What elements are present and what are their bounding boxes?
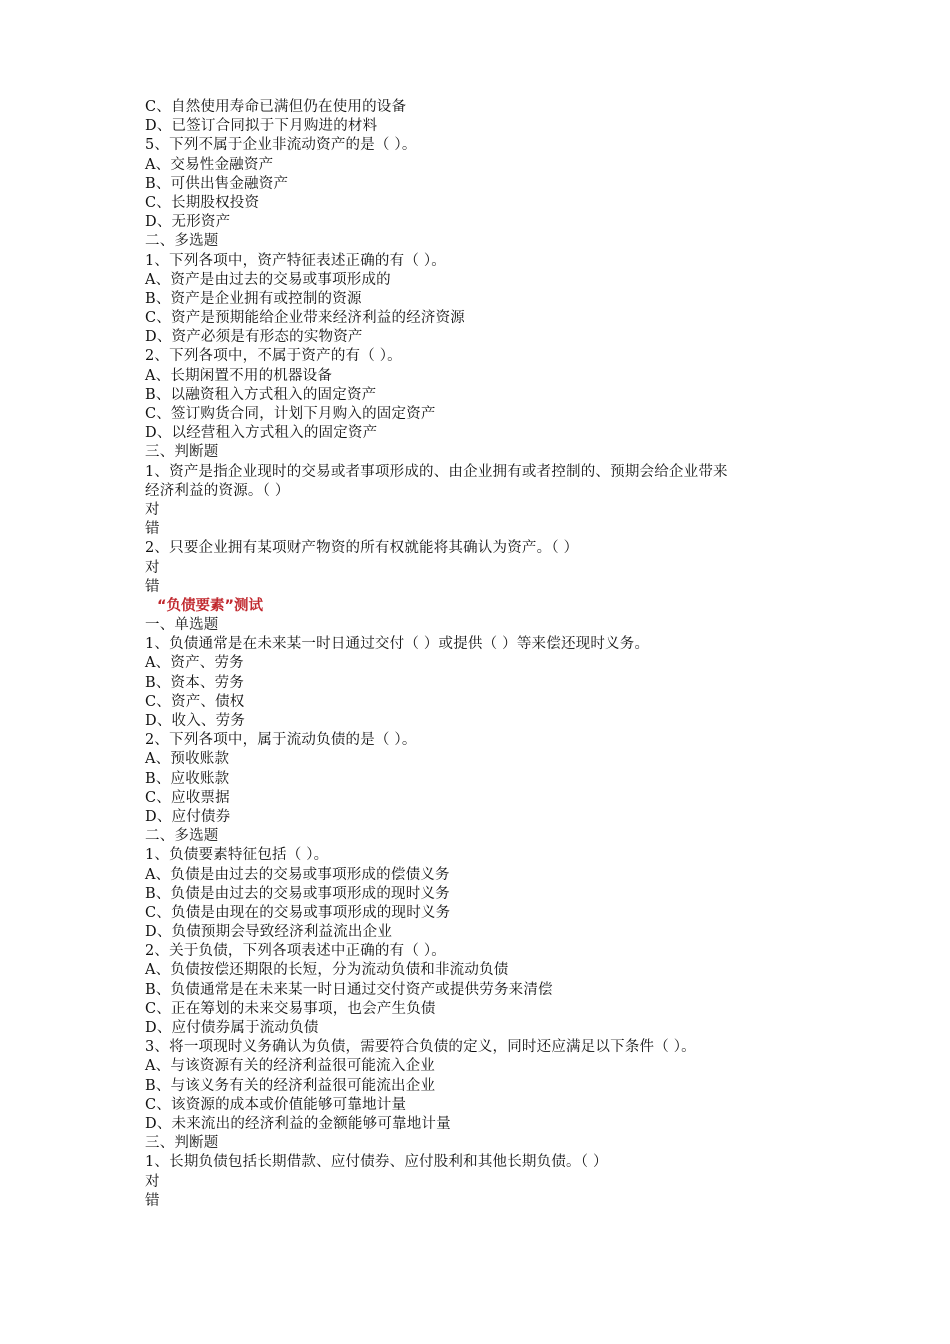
choice-option: A、预收账款 — [145, 751, 230, 768]
question-text: 5、下列不属于企业非流动资产的是（ ）。 — [145, 137, 417, 154]
choice-option: C、负债是由现在的交易或事项形成的现时义务 — [145, 904, 451, 921]
choice-option: A、长期闲置不用的机器设备 — [145, 367, 333, 384]
section-title: 二、多选题 — [145, 828, 219, 845]
choice-option: B、应收账款 — [145, 770, 230, 787]
question-text: 1、长期负债包括长期借款、应付债券、应付股利和其他长期负债。（ ） — [145, 1154, 608, 1171]
section-title: 三、判断题 — [145, 444, 219, 461]
choice-option: B、与该义务有关的经济利益很可能流出企业 — [145, 1077, 436, 1094]
choice-option: A、与该资源有关的经济利益很可能流入企业 — [145, 1058, 435, 1075]
question-text: 2、下列各项中，属于流动负债的是（ ）。 — [145, 732, 417, 749]
choice-option: D、未来流出的经济利益的金额能够可靠地计量 — [145, 1115, 451, 1132]
choice-option: C、长期股权投资 — [145, 194, 260, 211]
choice-option: C、该资源的成本或价值能够可靠地计量 — [145, 1096, 407, 1113]
answer-option-false: 错 — [145, 578, 160, 595]
choice-option: D、应付债券 — [145, 808, 231, 825]
choice-option: A、资产、劳务 — [145, 655, 244, 672]
choice-option: C、签订购货合同，计划下月购入的固定资产 — [145, 406, 436, 422]
question-text-continued: 经济利益的资源。（ ） — [145, 482, 290, 499]
choice-option: C、自然使用寿命已满但仍在使用的设备 — [145, 99, 407, 115]
choice-option: B、以融资租入方式租入的固定资产 — [145, 386, 377, 403]
question-text: 2、下列各项中，不属于资产的有（ ）。 — [145, 348, 402, 365]
question-text: 1、负债要素特征包括（ ）。 — [145, 847, 329, 864]
choice-option: D、以经营租入方式租入的固定资产 — [145, 425, 378, 442]
question-text: 1、资产是指企业现时的交易或者事项形成的、由企业拥有或者控制的、预期会给企业带来 — [145, 463, 728, 480]
section-title: 一、单选题 — [145, 617, 219, 634]
section-title: 二、多选题 — [145, 233, 219, 250]
asset-quiz-continued — [145, 98, 845, 597]
question-text: 3、将一项现时义务确认为负债，需要符合负债的定义，同时还应满足以下条件（ ）。 — [145, 1039, 696, 1056]
choice-option: B、负债是由过去的交易或事项形成的现时义务 — [145, 885, 450, 902]
choice-option: D、已签订合同拟于下月购进的材料 — [145, 118, 378, 135]
question-text: 2、只要企业拥有某项财产物资的所有权就能将其确认为资产。（ ） — [145, 540, 579, 557]
choice-option: C、应收票据 — [145, 789, 230, 806]
choice-option: A、负债按偿还期限的长短，分为流动负债和非流动负债 — [145, 962, 509, 979]
answer-option-false: 错 — [145, 1192, 160, 1209]
choice-option: D、资产必须是有形态的实物资产 — [145, 329, 363, 346]
choice-option: D、应付债券属于流动负债 — [145, 1020, 319, 1036]
question-text: 1、下列各项中，资产特征表述正确的有（ ）。 — [145, 252, 446, 269]
choice-option: B、资产是企业拥有或控制的资源 — [145, 290, 362, 307]
choice-option: A、交易性金融资产 — [145, 156, 274, 173]
choice-option: A、负债是由过去的交易或事项形成的偿债义务 — [145, 866, 450, 883]
answer-option-true: 对 — [145, 559, 160, 576]
liability-section-heading: “负债要素”测试 — [157, 597, 264, 614]
choice-option: D、负债预期会导致经济利益流出企业 — [145, 924, 393, 941]
question-text: 1、负债通常是在未来某一时日通过交付（ ）或提供（ ）等来偿还现时义务。 — [145, 636, 650, 653]
section-title: 三、判断题 — [145, 1135, 219, 1152]
choice-option: C、正在筹划的未来交易事项，也会产生负债 — [145, 1000, 436, 1017]
choice-option: B、资本、劳务 — [145, 674, 245, 691]
choice-option: B、可供出售金融资产 — [145, 175, 289, 192]
choice-option: D、无形资产 — [145, 214, 231, 231]
choice-option: B、负债通常是在未来某一时日通过交付资产或提供劳务来清偿 — [145, 981, 553, 998]
answer-option-false: 错 — [145, 521, 160, 538]
answer-option-true: 对 — [145, 501, 160, 518]
choice-option: C、资产是预期能给企业带来经济利益的经济资源 — [145, 310, 465, 327]
choice-option: A、资产是由过去的交易或事项形成的 — [145, 271, 391, 288]
choice-option: D、收入、劳务 — [145, 713, 246, 729]
document-page — [145, 98, 845, 1211]
answer-option-true: 对 — [145, 1173, 160, 1190]
choice-option: C、资产、债权 — [145, 693, 245, 710]
question-text: 2、关于负债，下列各项表述中正确的有（ ）。 — [145, 943, 446, 960]
liability-quiz — [145, 616, 845, 1211]
